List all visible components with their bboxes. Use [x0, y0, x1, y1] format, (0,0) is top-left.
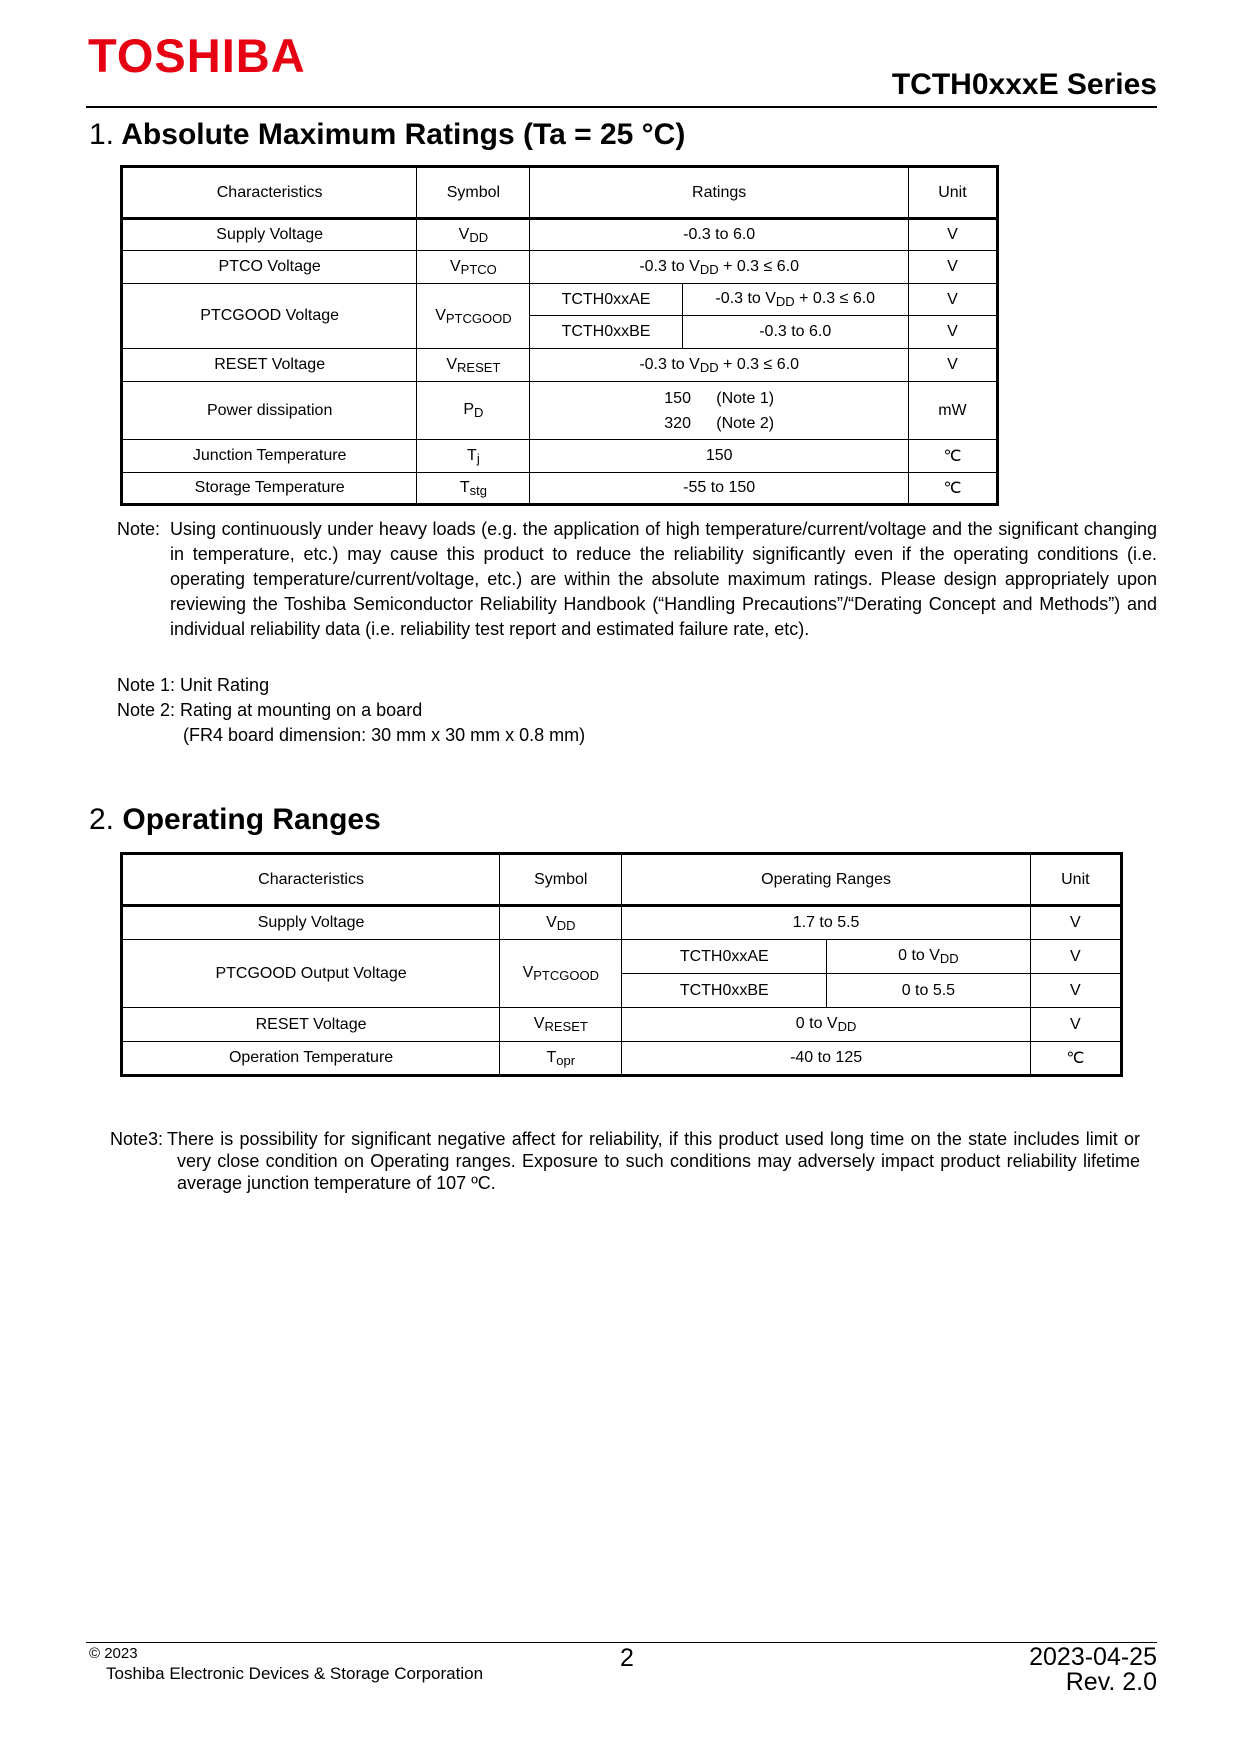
row-rating: -0.3 to 6.0 [682, 316, 908, 349]
row-characteristic: Operation Temperature [122, 1042, 500, 1076]
row-range: 0 to $V_{DD}$ [622, 1008, 1030, 1042]
row-symbol: $T_j$ [417, 440, 530, 473]
row-symbol: $P_D$ [417, 382, 530, 440]
header-symbol: Symbol [500, 854, 622, 906]
table-header-row [122, 167, 998, 219]
row-rating: -0.3 to $V_{DD} + 0.3 \le 6.0$ [530, 251, 908, 284]
row-unit: V [1030, 1008, 1121, 1042]
table-row [122, 440, 998, 473]
table-header-row [122, 854, 1122, 906]
row-unit: ℃ [908, 440, 997, 473]
row-unit: V [1030, 974, 1121, 1008]
note-label: Note: [117, 519, 161, 539]
row-symbol: $V_{RESET}$ [500, 1008, 622, 1042]
row-symbol: $V_{PTCO}$ [417, 251, 530, 284]
row-characteristic: Supply Voltage [122, 219, 417, 251]
row-symbol: $V_{PTCGOOD}$ [500, 940, 622, 1008]
row-rating: 150 (Note 1) 320 (Note 2) [530, 382, 908, 440]
note3-text: There is possibility for significant negative affect for reliability, if this product used long time on the state includes limit or very close condition on Operating ranges. Exposure to such conditions may adversely impact product reliability lifetime average junction temperature of 107 ºC. [167, 1129, 1140, 1193]
row-characteristic: RESET Voltage [122, 1008, 500, 1042]
row-rating: 150 [530, 440, 908, 473]
row-unit: V [908, 251, 997, 284]
row-unit: V [908, 316, 997, 349]
row-characteristic: Power dissipation [122, 382, 417, 440]
note3-label: Note3: [110, 1129, 164, 1149]
row-characteristic: PTCGOOD Output Voltage [122, 940, 500, 1008]
footer-page-number: 2 [620, 1644, 634, 1672]
row-symbol: $V_{DD}$ [417, 219, 530, 251]
row-characteristic: Supply Voltage [122, 906, 500, 940]
section1-title: Absolute Maximum Ratings (Ta = 25 °C) [121, 118, 686, 151]
row-characteristic: RESET Voltage [122, 349, 417, 382]
row-symbol: $V_{PTCGOOD}$ [417, 284, 530, 349]
header-symbol: Symbol [417, 167, 530, 219]
note-2-detail: (FR4 board dimension: 30 mm x 30 mm x 0.8 mm) [183, 725, 586, 745]
table-row [122, 1042, 1122, 1076]
section2-number: 2. [89, 803, 115, 836]
row-unit: V [1030, 906, 1121, 940]
row-unit: V [908, 284, 997, 316]
table-row [122, 284, 998, 316]
row-characteristic: PTCGOOD Voltage [122, 284, 417, 349]
series-title: TCTH0xxxE Series [891, 68, 1157, 101]
table-row [122, 473, 998, 505]
row-range: 0 to 5.5 [827, 974, 1031, 1008]
section1-number: 1. [89, 118, 115, 151]
footer-divider [86, 1642, 1157, 1643]
variant-label: TCTH0xxBE [622, 974, 827, 1008]
table-row [122, 349, 998, 382]
section2-heading [89, 803, 381, 837]
header-unit: Unit [1030, 854, 1121, 906]
row-range: 0 to $V_{DD}$ [827, 940, 1031, 974]
note-text: Using continuously under heavy loads (e.g. the application of high temperature/current/voltage and the significant changing in temperature, etc.) may cause this product to reduce the reliability significantly even if the operating conditions (i.e. operating temperature/current/voltage, etc.) are within the absolute maximum ratings. Please design appropriately upon reviewing the Toshiba Semiconductor Reliability Handbook (“Handling Precautions”/“Derating Concept and Methods”) and individual reliability data (i.e. reliability test report and estimated failure rate, etc). [170, 519, 1157, 639]
row-rating: -0.3 to $V_{DD} + 0.3 \le 6.0$ [682, 284, 908, 316]
row-rating: -55 to 150 [530, 473, 908, 505]
row-unit: mW [908, 382, 997, 440]
variant-label: TCTH0xxAE [622, 940, 827, 974]
row-unit: V [908, 219, 997, 251]
row-characteristic: Junction Temperature [122, 440, 417, 473]
header-characteristics: Characteristics [122, 167, 417, 219]
row-symbol: $T_{opr}$ [500, 1042, 622, 1076]
table-row [122, 382, 998, 440]
variant-label: TCTH0xxBE [530, 316, 682, 349]
row-range: 1.7 to 5.5 [622, 906, 1030, 940]
table-row [122, 219, 998, 251]
row-characteristic: Storage Temperature [122, 473, 417, 505]
absolute-max-ratings-table [120, 165, 999, 506]
table-row [122, 906, 1122, 940]
ratings-note [117, 517, 1157, 642]
toshiba-logo: TOSHIBA [88, 29, 306, 82]
section2-title: Operating Ranges [122, 803, 381, 836]
footer-revision: Rev. 2.0 [1065, 1668, 1157, 1696]
note-3 [110, 1128, 1140, 1194]
row-symbol: $V_{RESET}$ [417, 349, 530, 382]
table-row [122, 940, 1122, 974]
note-1: Note 1: Unit Rating [117, 675, 270, 695]
note-2: Note 2: Rating at mounting on a board [117, 700, 423, 720]
row-unit: V [1030, 940, 1121, 974]
footer-copyright: © 2023 [89, 1645, 138, 1662]
row-rating: -0.3 to $V_{DD} + 0.3 \le 6.0$ [530, 349, 908, 382]
row-symbol: $V_{DD}$ [500, 906, 622, 940]
row-unit: V [908, 349, 997, 382]
row-range: -40 to 125 [622, 1042, 1030, 1076]
operating-ranges-table [120, 852, 1123, 1077]
footer-company: Toshiba Electronic Devices & Storage Corporation [106, 1664, 484, 1683]
row-symbol: $T_{stg}$ [417, 473, 530, 505]
header-operating-ranges: Operating Ranges [622, 854, 1030, 906]
row-rating: -0.3 to 6.0 [530, 219, 908, 251]
header-unit: Unit [908, 167, 997, 219]
header-characteristics: Characteristics [122, 854, 500, 906]
variant-label: TCTH0xxAE [530, 284, 682, 316]
row-unit: ℃ [1030, 1042, 1121, 1076]
section1-heading [89, 118, 685, 152]
table-row [122, 1008, 1122, 1042]
row-characteristic: PTCO Voltage [122, 251, 417, 284]
table-row [122, 251, 998, 284]
header-ratings: Ratings [530, 167, 908, 219]
footer-date: 2023-04-25 [1029, 1643, 1157, 1671]
header-divider [86, 106, 1157, 108]
row-unit: ℃ [908, 473, 997, 505]
